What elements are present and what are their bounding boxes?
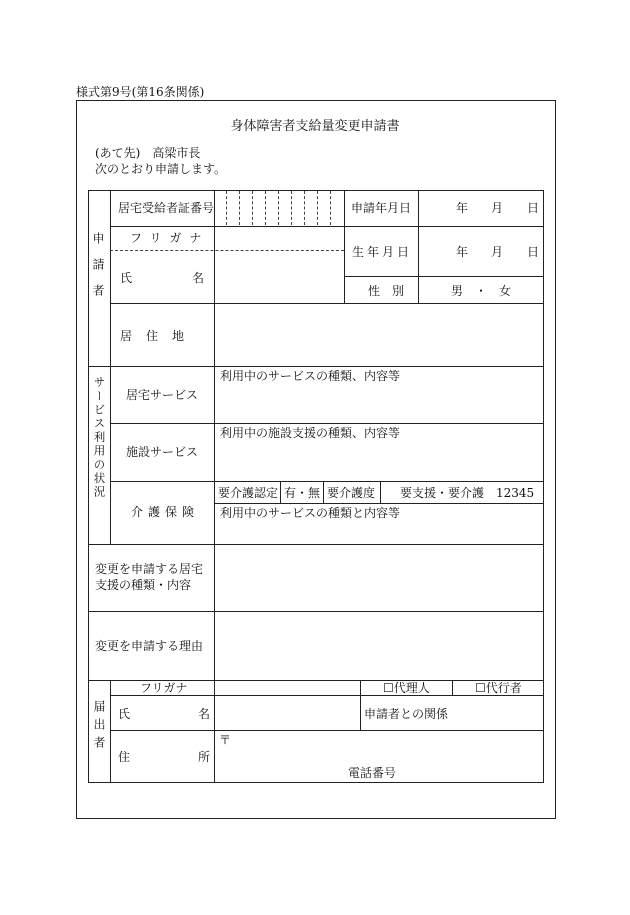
furigana-label: フリガナ [130, 231, 210, 245]
rule [344, 276, 544, 277]
rule [110, 423, 544, 424]
care-cert-label: 要介護認定 [218, 486, 279, 500]
notifier-address-label-part1: 住 [118, 750, 131, 764]
notifier-name-label-part2: 名 [198, 707, 211, 721]
facility-service-label: 施設サービス [126, 445, 199, 459]
birthdate-label: 生年月日 [352, 245, 413, 259]
rule [214, 503, 544, 504]
name-label-part1: 氏 [120, 271, 133, 285]
birthdate-field[interactable] [419, 227, 543, 275]
application-date-field[interactable] [419, 191, 543, 225]
application-date-label: 申請年月日 [351, 201, 412, 215]
date-year-label: 年 [456, 201, 469, 215]
furigana-field[interactable] [215, 227, 343, 249]
agent-checkbox[interactable]: ☐代理人 [383, 681, 430, 695]
phone-label: 電話番号 [348, 766, 397, 780]
date-day-label: 日 [527, 201, 540, 215]
rule [110, 481, 544, 482]
notifier-name-label-part1: 氏 [118, 707, 131, 721]
rule [452, 680, 453, 695]
rule [88, 366, 544, 367]
notifier-address-field[interactable] [232, 731, 543, 761]
change-content-label-line1: 変更を申請する居宅 [95, 562, 204, 576]
relation-field[interactable] [454, 696, 543, 729]
relation-label: 申請者との関係 [364, 707, 449, 721]
care-cert-value[interactable]: 有・無 [284, 486, 321, 500]
care-service-field[interactable] [215, 522, 543, 543]
postal-mark: 〒 [219, 733, 232, 747]
applicant-group-label: 申請者 [91, 232, 105, 310]
name-label-part2: 名 [192, 271, 205, 285]
form-title: 身体障害者支給量変更申請書 [230, 119, 400, 134]
cert-number-field[interactable] [215, 191, 343, 225]
sex-label: 性 別 [368, 284, 405, 298]
form-number: 様式第9号(第16条関係) [76, 85, 205, 99]
birth-day-label: 日 [527, 245, 540, 259]
notifier-group-label: 届出者 [92, 700, 106, 754]
intro-text: 次のとおり申請します。 [95, 162, 227, 176]
notifier-furigana-label: フリガナ [140, 681, 188, 695]
facility-service-note: 利用中の施設支援の種類、内容等 [220, 426, 401, 440]
rule [110, 190, 111, 366]
rule [323, 481, 324, 503]
home-service-field[interactable] [215, 386, 543, 422]
notifier-name-field[interactable] [215, 696, 359, 729]
care-level-label: 要介護度 [327, 486, 376, 500]
change-content-field[interactable] [215, 545, 543, 610]
rule [280, 481, 281, 503]
care-service-note: 利用中のサービスの種類と内容等 [220, 506, 401, 520]
notifier-furigana-field[interactable] [215, 681, 359, 694]
phone-field[interactable] [400, 763, 543, 782]
rule [344, 190, 345, 303]
care-level-value[interactable]: 要支援・要介護 12345 [400, 486, 535, 500]
date-month-label: 月 [491, 201, 504, 215]
cert-number-label: 居宅受給者証番号 [118, 201, 215, 215]
residence-label: 居住地 [120, 329, 199, 343]
addressee: (あて先) 高梁市長 [95, 146, 201, 160]
birth-month-label: 月 [491, 245, 504, 259]
rule [110, 366, 111, 544]
birth-year-label: 年 [456, 245, 469, 259]
notifier-address-label-part2: 所 [198, 750, 211, 764]
home-service-note: 利用中のサービスの種類、内容等 [220, 369, 401, 383]
residence-field[interactable] [215, 304, 543, 365]
rule [380, 481, 381, 503]
sex-options[interactable]: 男 ・ 女 [451, 284, 512, 298]
applicant-name-field[interactable] [215, 251, 343, 302]
change-reason-field[interactable] [215, 612, 543, 679]
change-reason-label: 変更を申請する理由 [95, 639, 204, 653]
change-content-label-line2: 支援の種類・内容 [95, 578, 192, 592]
home-service-label: 居宅サービス [126, 388, 199, 402]
service-group-label: サービス利用の状況 [92, 376, 107, 500]
care-insurance-label: 介護保険 [131, 505, 200, 519]
rule [360, 680, 361, 730]
proxy-checkbox[interactable]: ☐代行者 [475, 681, 522, 695]
facility-service-field[interactable] [215, 443, 543, 480]
